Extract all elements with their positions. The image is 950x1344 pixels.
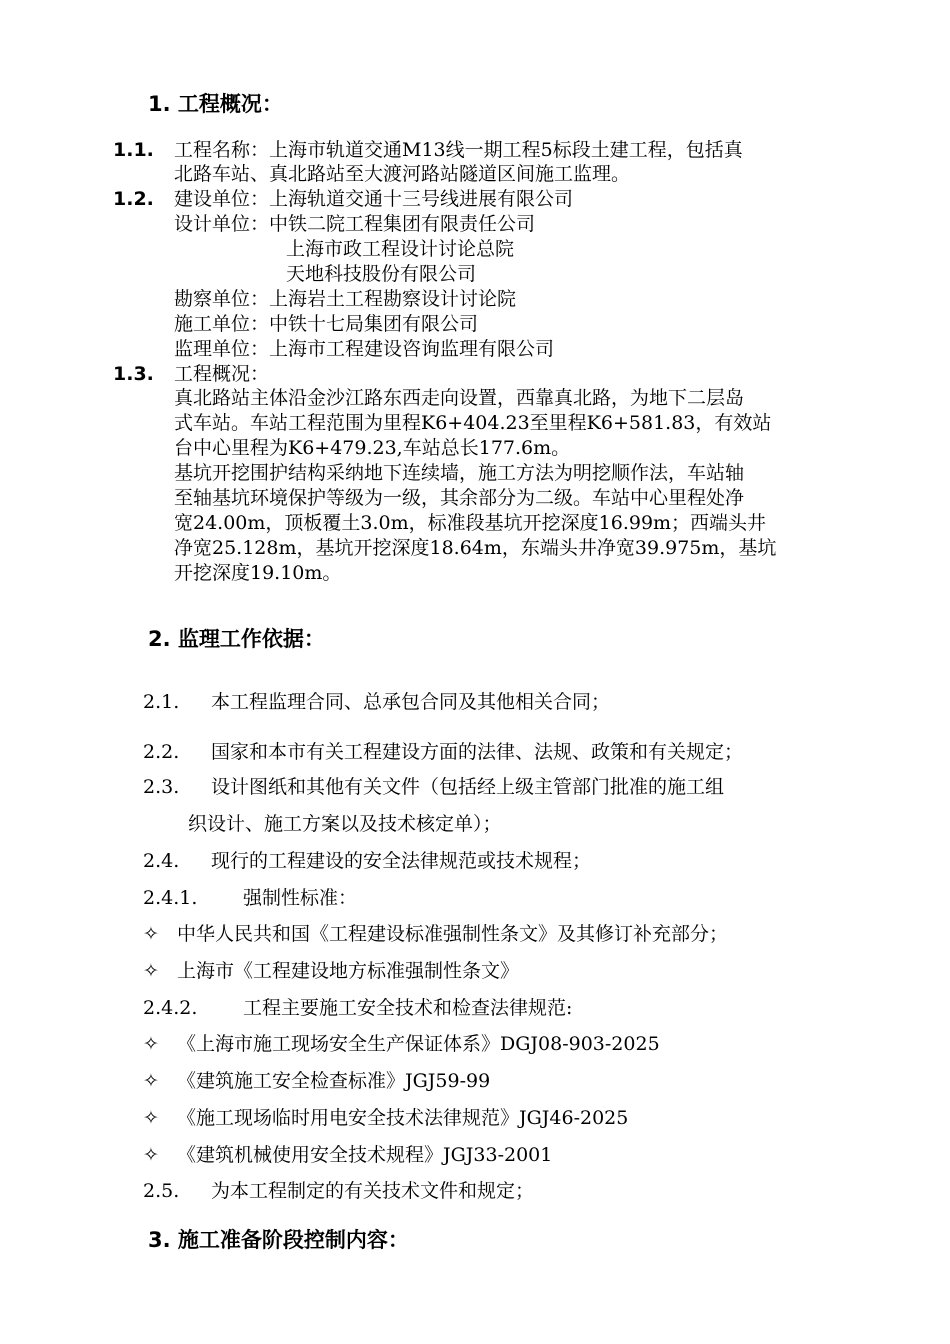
- item-1-3-number: 1.3.: [113, 363, 154, 385]
- item-1-3-para-2-line-2: 至轴基坑环境保护等级为一级，其余部分为二级。车站中心里程处净: [174, 487, 745, 509]
- item-2-3-line-1: 设计图纸和其他有关文件（包括经上级主管部门批准的施工组: [211, 776, 725, 798]
- section-3-heading: 3. 施工准备阶段控制内容：: [148, 1228, 409, 1252]
- item-2-4-2-number: 2.4.2.: [143, 997, 198, 1019]
- item-2-4-1-number: 2.4.1.: [143, 887, 198, 909]
- item-1-3-para-1-line-2: 式车站。车站工程范围为里程K6+404.23至里程K6+581.83，有效站: [174, 412, 772, 434]
- section-1-heading: 1. 工程概况：: [148, 92, 283, 116]
- item-2-4-number: 2.4.: [143, 850, 180, 872]
- item-1-3-label: 工程概况：: [174, 363, 270, 385]
- item-2-5-text: 为本工程制定的有关技术文件和规定；: [211, 1180, 535, 1202]
- item-2-4-2-text: 工程主要施工安全技术和检查法律规范:: [243, 997, 573, 1019]
- item-1-2-line-5: 勘察单位：上海岩土工程勘察设计讨论院: [174, 288, 517, 310]
- item-1-1-line-2: 北路车站、真北路站至大渡河路站隧道区间施工监理。: [174, 163, 631, 185]
- item-2-5: [143, 1176, 534, 1203]
- item-2-3-number: 2.3.: [143, 776, 180, 798]
- item-2-2-text: 国家和本市有关工程建设方面的法律、法规、政策和有关规定；: [211, 741, 744, 763]
- item-2-4-1-text: 强制性标准：: [243, 887, 358, 909]
- item-1-2-line-3: 上海市政工程设计讨论总院: [286, 238, 515, 260]
- item-2-4-text: 现行的工程建设的安全法律规范或技术规程；: [211, 850, 592, 872]
- bullet-text: 《施工现场临时用电安全技术法律规范》JGJ46-2025: [177, 1107, 629, 1129]
- bullet-star-icon: ✧: [143, 1070, 159, 1092]
- bullet-item-2: [143, 956, 519, 983]
- item-2-3: [143, 772, 724, 799]
- item-2-1-text: 本工程监理合同、总承包合同及其他相关合同；: [211, 691, 611, 713]
- bullet-text: 《建筑施工安全检查标准》JGJ59-99: [177, 1070, 491, 1092]
- item-1-2-line-2: 设计单位：中铁二院工程集团有限责任公司: [174, 213, 536, 235]
- item-2-4: [143, 846, 591, 873]
- bullet-star-icon: ✧: [143, 1144, 159, 1166]
- section-2-heading: 2. 监理工作依据：: [148, 627, 325, 651]
- item-2-3-line-2: 织设计、施工方案以及技术核定单）；: [188, 813, 502, 835]
- item-1-3-para-1-line-1: 真北路站主体沿金沙江路东西走向设置，西靠真北路，为地下二层岛: [174, 387, 745, 409]
- bullet-star-icon: ✧: [143, 1033, 159, 1055]
- bullet-item-6: [143, 1140, 552, 1167]
- item-1-2-line-6: 施工单位：中铁十七局集团有限公司: [174, 313, 479, 335]
- item-1-2-number: 1.2.: [113, 188, 154, 210]
- item-1-3-para-2-line-1: 基坑开挖围护结构采纳地下连续墙，施工方法为明挖顺作法，车站轴: [174, 462, 745, 484]
- item-1-2-line-7: 监理单位：上海市工程建设咨询监理有限公司: [174, 338, 555, 360]
- bullet-text: 上海市《工程建设地方标准强制性条文》: [177, 960, 520, 982]
- bullet-item-5: [143, 1103, 628, 1130]
- item-2-1-number: 2.1.: [143, 691, 180, 713]
- item-1-3-para-2-line-5: 开挖深度19.10m。: [174, 562, 342, 584]
- bullet-star-icon: ✧: [143, 960, 159, 982]
- bullet-text: 中华人民共和国《工程建设标准强制性条文》及其修订补充部分；: [177, 923, 729, 945]
- item-1-3-para-1-line-3: 台中心里程为K6+479.23,车站总长177.6m。: [174, 437, 571, 459]
- item-2-1: [143, 687, 610, 714]
- item-2-4-2: [143, 993, 572, 1020]
- bullet-text: 《建筑机械使用安全技术规程》JGJ33-2001: [177, 1144, 553, 1166]
- item-1-2-line-1: 建设单位：上海轨道交通十三号线进展有限公司: [174, 188, 574, 210]
- bullet-star-icon: ✧: [143, 923, 159, 945]
- item-2-5-number: 2.5.: [143, 1180, 180, 1202]
- item-2-2-number: 2.2.: [143, 741, 180, 763]
- bullet-text: 《上海市施工现场安全生产保证体系》DGJ08-903-2025: [177, 1033, 660, 1055]
- bullet-item-3: [143, 1029, 660, 1056]
- item-1-2-line-4: 天地科技股份有限公司: [286, 263, 477, 285]
- item-2-4-1: [143, 883, 357, 910]
- item-1-1-number: 1.1.: [113, 139, 154, 161]
- item-1-3-para-2-line-4: 净宽25.128m，基坑开挖深度18.64m，东端头井净宽39.975m，基坑: [174, 537, 777, 559]
- item-1-3-para-2-line-3: 宽24.00m，顶板覆土3.0m，标准段基坑开挖深度16.99m；西端头井: [174, 512, 767, 534]
- bullet-item-4: [143, 1066, 490, 1093]
- item-1-1-line-1: 工程名称：上海市轨道交通M13线一期工程5标段土建工程，包括真: [174, 139, 743, 161]
- item-2-2: [143, 737, 743, 764]
- bullet-star-icon: ✧: [143, 1107, 159, 1129]
- bullet-item-1: [143, 919, 728, 946]
